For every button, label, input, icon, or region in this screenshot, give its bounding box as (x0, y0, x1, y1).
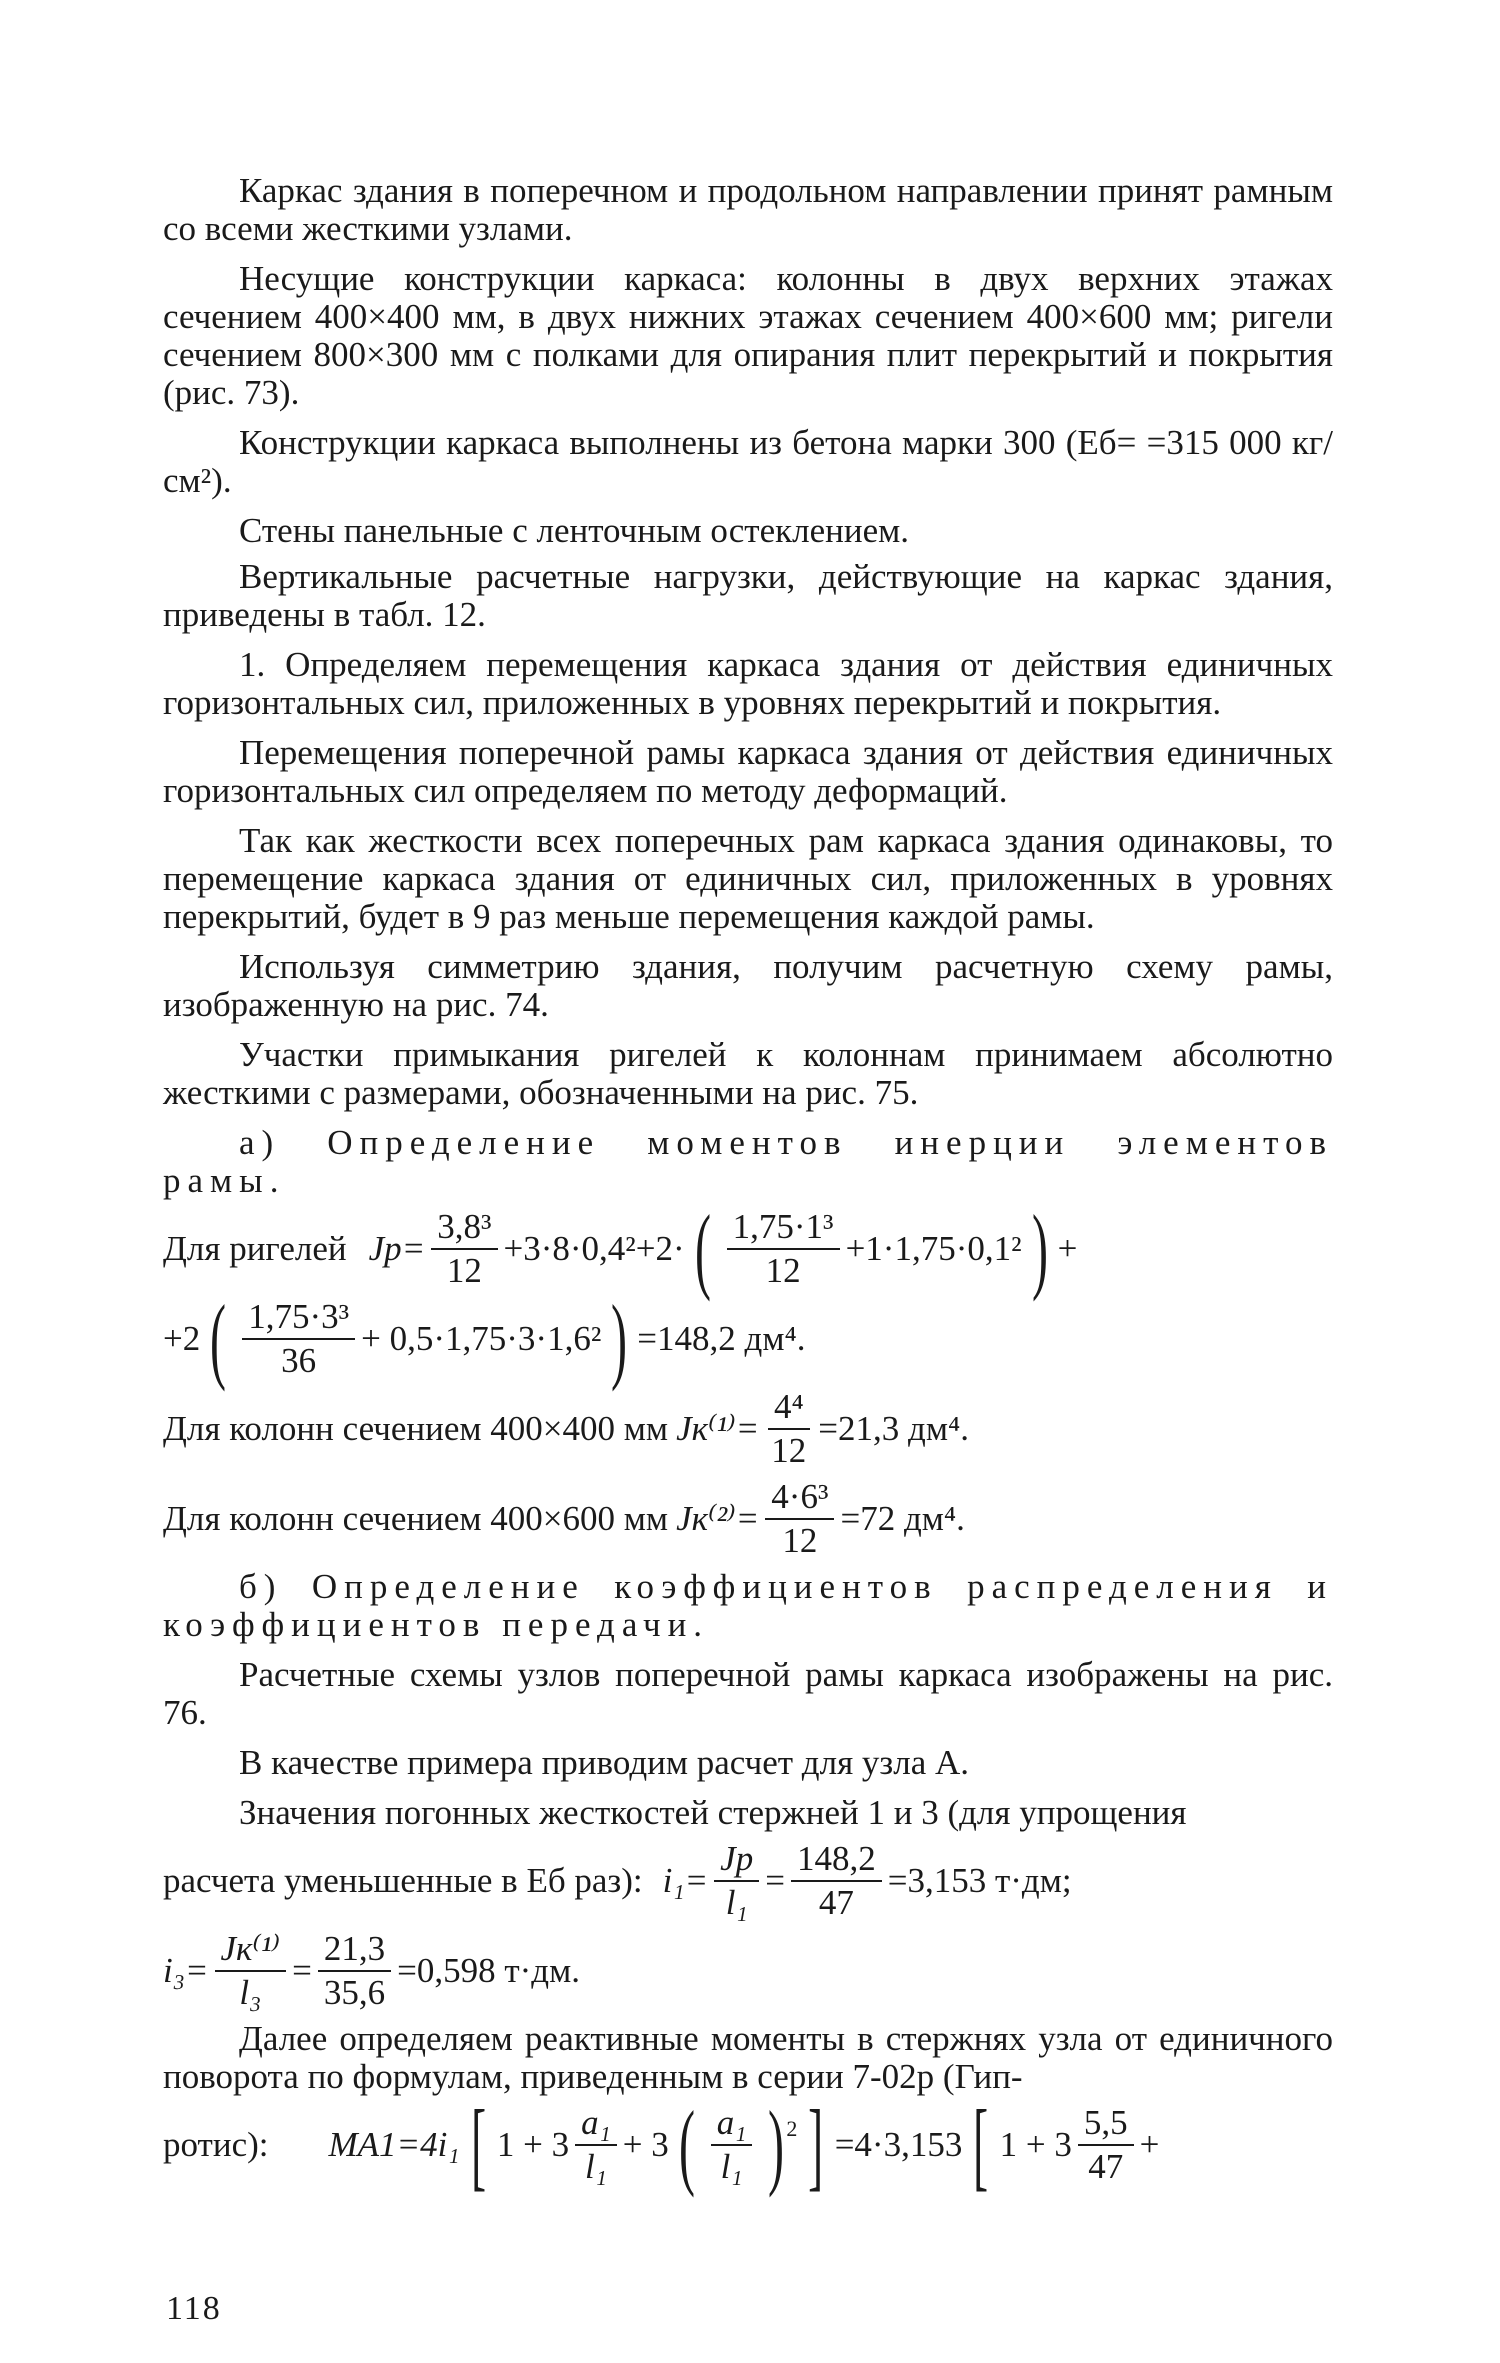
denominator: 12 (771, 1431, 807, 1470)
denominator: l₃ (239, 1973, 262, 2012)
section-heading-b: б) Определение коэффициентов распределения и коэффициентов передачи. (163, 1567, 1333, 1644)
bracket-open: [ (470, 2089, 486, 2200)
bracket-open: [ (973, 2089, 989, 2200)
formula-term: +3·8·0,4²+2· (503, 1229, 685, 1268)
numerator: Jк⁽¹⁾ (215, 1930, 287, 1972)
paragraph: Используя симметрию здания, получим расчетную схему рамы, изображенную на рис. 74. (163, 947, 1333, 1024)
formula-term: 1 + 3 (999, 2125, 1072, 2164)
paragraph: В качестве примера приводим расчет для узла A. (239, 1743, 970, 1782)
denominator: l₁ (720, 2147, 743, 2186)
formula-label: ротис): (163, 2125, 269, 2164)
formula-i3 (163, 1930, 1333, 2012)
fraction (727, 1208, 840, 1290)
formula-result: =148,2 дм⁴. (637, 1319, 806, 1358)
fraction (765, 1388, 812, 1470)
fraction (318, 1930, 391, 2012)
paragraph: Вертикальные расчетные нагрузки, действующие на каркас здания, приведены в табл. 12. (163, 557, 1333, 634)
denominator: 47 (818, 1883, 854, 1922)
paragraph: Перемещения поперечной рамы каркаса здания от действия единичных горизонтальных сил определяем по методу деформаций. (163, 733, 1333, 810)
denominator: l₁ (584, 2147, 607, 2186)
section-heading-a: а) Определение моментов инерции элементов рамы. (163, 1123, 1333, 1200)
formula-term: 1 + 3 (496, 2125, 570, 2164)
numerator: 4⁴ (768, 1388, 810, 1430)
formula-result: =21,3 дм⁴. (818, 1409, 969, 1448)
fraction (711, 2104, 753, 2186)
fraction (714, 1840, 759, 1922)
numerator: a₁ (711, 2104, 753, 2146)
fraction (1078, 2104, 1134, 2186)
formula-lhs: i₁= (662, 1861, 709, 1900)
paragraph: 1. Определяем перемещения каркаса здания от действия единичных горизонтальных сил, приложенных в уровнях перекрытий и покрытия. (163, 645, 1333, 722)
denominator: 12 (765, 1251, 801, 1290)
formula-label: Для колонн сечением 400×400 мм (163, 1409, 669, 1448)
formula-term: + (1057, 1229, 1078, 1268)
formula-moment (163, 2089, 1333, 2200)
formula-rigel-line1 (163, 1195, 1333, 1302)
formula-column-1 (163, 1388, 1333, 1470)
numerator: 4·6³ (765, 1478, 834, 1520)
formula-label: расчета уменьшенные в Eб раз): (163, 1861, 643, 1900)
paren-close: ) (1031, 1195, 1048, 1302)
formula-term: = (765, 1861, 785, 1900)
formula-result: =72 дм⁴. (840, 1499, 965, 1538)
bracket-close: ] (808, 2089, 824, 2200)
fraction (575, 2104, 617, 2186)
numerator: 5,5 (1078, 2104, 1134, 2146)
numerator: a₁ (575, 2104, 617, 2146)
numerator: 21,3 (318, 1930, 391, 1972)
formula-lhs: i₃= (163, 1951, 209, 1990)
fraction (242, 1298, 355, 1380)
formula-term: + 0,5·1,75·3·1,6² (361, 1319, 602, 1358)
formula-result: =3,153 т·дм; (887, 1861, 1072, 1900)
denominator: 47 (1088, 2147, 1124, 2186)
paragraph: Конструкции каркаса выполнены из бетона марки 300 (Eб= =315 000 кг/см²). (163, 423, 1333, 500)
denominator: l₁ (725, 1883, 748, 1922)
denominator: 12 (446, 1251, 482, 1290)
paragraph: Стены панельные с ленточным остеклением. (239, 511, 910, 550)
paren-open: ( (678, 2091, 695, 2198)
denominator: 12 (782, 1521, 818, 1560)
formula-label: Для колонн сечением 400×600 мм (163, 1499, 669, 1538)
paren-close: ) (611, 1285, 628, 1392)
formula-term: + (1139, 2125, 1160, 2164)
formula-column-2 (163, 1478, 1333, 1560)
paragraph: Значения погонных жесткостей стержней 1 и 3 (для упрощения (239, 1793, 1187, 1832)
fraction (765, 1478, 834, 1560)
formula-label: Для ригелей (163, 1229, 347, 1268)
paragraph: Так как жесткости всех поперечных рам каркаса здания одинаковы, то перемещение каркаса здания от единичных сил, приложенных в уровнях перекрытий, будет в 9 раз меньше перемещения каждой рамы. (163, 821, 1333, 936)
text-column (163, 171, 1333, 2200)
formula-result: =0,598 т·дм. (397, 1951, 581, 1990)
paragraph: Расчетные схемы узлов поперечной рамы каркаса изображены на рис. 76. (163, 1655, 1333, 1732)
formula-lhs: Jк⁽²⁾= (676, 1499, 760, 1538)
denominator: 36 (281, 1341, 317, 1380)
denominator: 35,6 (323, 1973, 386, 2012)
formula-i1 (163, 1840, 1333, 1922)
formula-term: +1·1,75·0,1² (845, 1229, 1022, 1268)
numerator: 148,2 (791, 1840, 882, 1882)
paragraph: Каркас здания в поперечном и продольном направлении принят рамным со всеми жесткими узлами. (163, 171, 1333, 248)
paren-open: ( (210, 1285, 227, 1392)
exponent: 2 (786, 2116, 798, 2141)
numerator: 3,8³ (431, 1208, 497, 1250)
formula-term: + 3 (622, 2125, 669, 2164)
formula-term: +2 (163, 1319, 201, 1358)
paren-close: ) (768, 2091, 785, 2198)
formula-lhs: Jр= (368, 1229, 426, 1268)
numerator: Jр (714, 1840, 759, 1882)
page-number: 118 (166, 2290, 222, 2327)
paragraph: Участки примыкания ригелей к колоннам принимаем абсолютно жесткими с размерами, обозначенными на рис. 75. (163, 1035, 1333, 1112)
numerator: 1,75·1³ (727, 1208, 840, 1250)
formula-lhs: MA1=4i₁ (328, 2125, 460, 2164)
paragraph: Несущие конструкции каркаса: колонны в двух верхних этажах сечением 400×400 мм, в двух нижних этажах сечением 400×600 мм; ригели сечением 800×300 мм с полками для опирания плит перекрытий и покрытия (рис. 73). (163, 259, 1333, 412)
formula-term: = (292, 1951, 312, 1990)
formula-rigel-line2 (163, 1285, 1333, 1392)
paren-open: ( (694, 1195, 711, 1302)
fraction (215, 1930, 287, 2012)
formula-lhs: Jк⁽¹⁾= (676, 1409, 760, 1448)
numerator: 1,75·3³ (242, 1298, 355, 1340)
formula-term: =4·3,153 (834, 2125, 963, 2164)
fraction (431, 1208, 497, 1290)
fraction (791, 1840, 882, 1922)
paragraph: Далее определяем реактивные моменты в стержнях узла от единичного поворота по формулам, приведенным в серии 7-02р (Гип- (163, 2019, 1333, 2096)
